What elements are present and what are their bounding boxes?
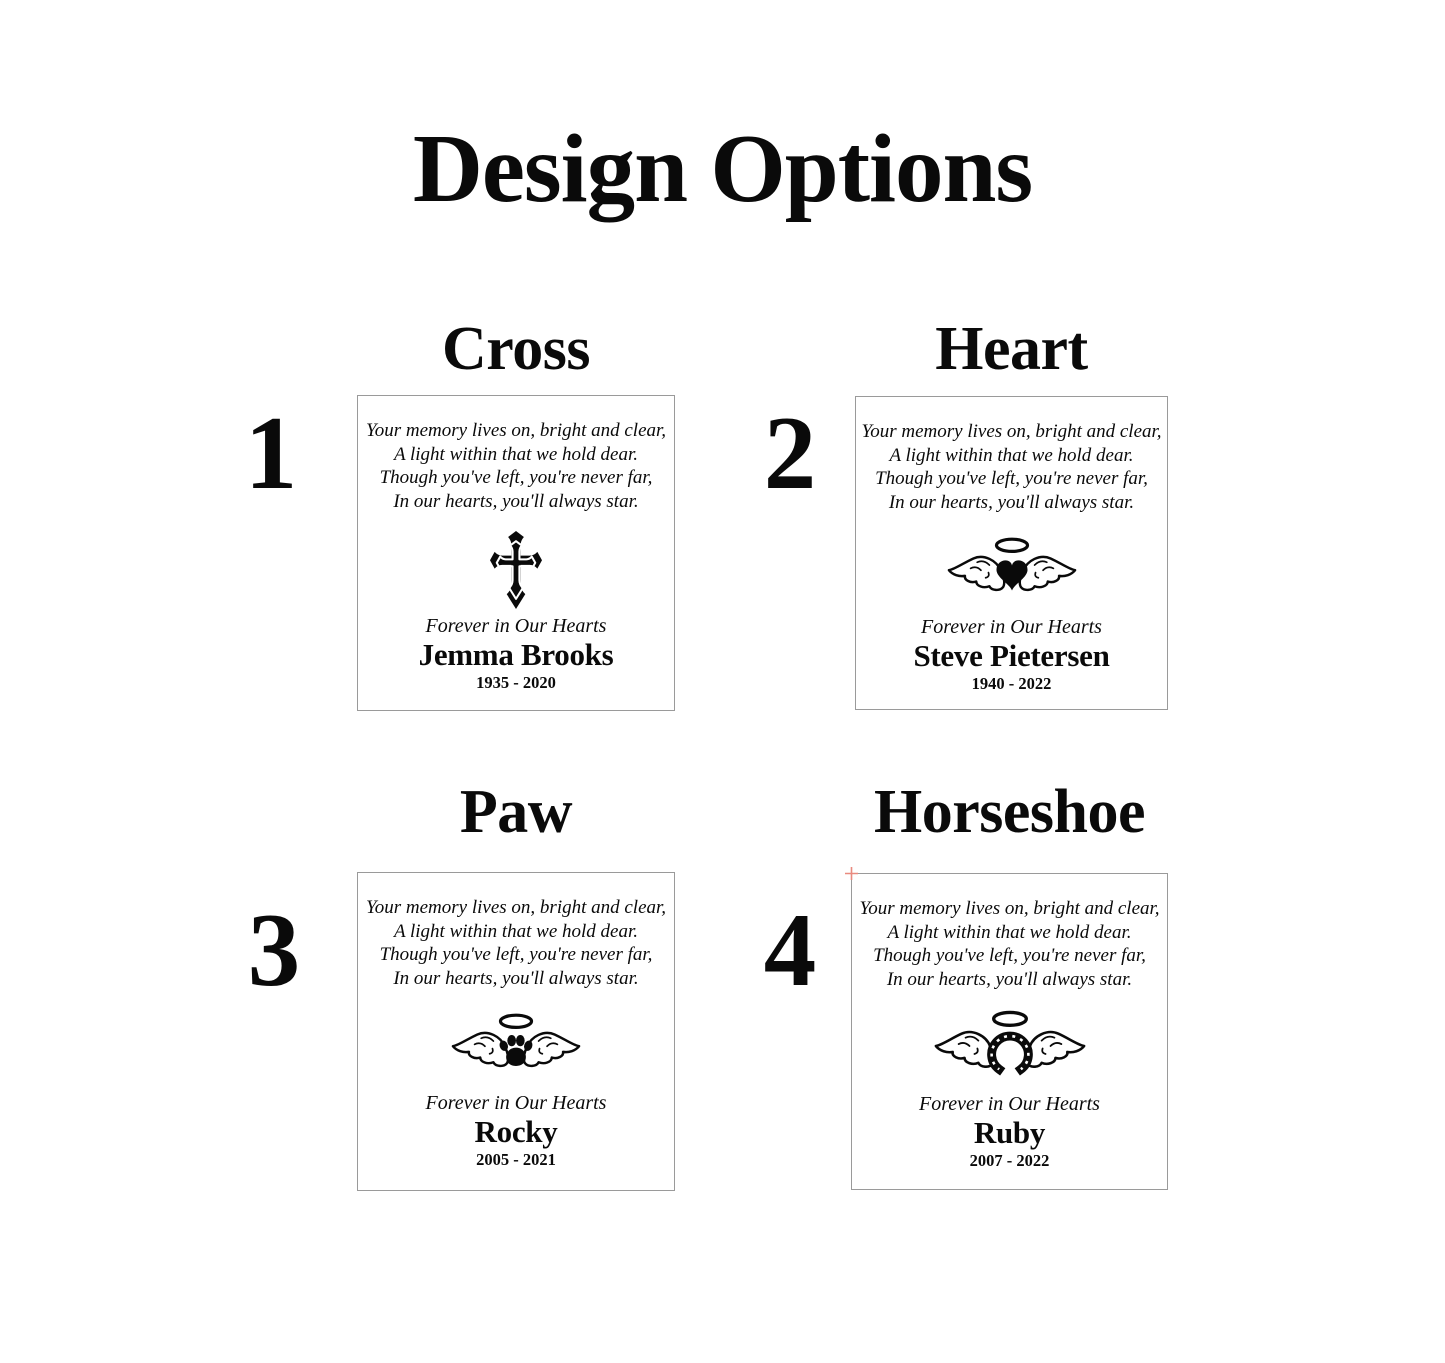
- memorial-dates: 2007 - 2022: [969, 1151, 1050, 1170]
- memorial-card-heart: [855, 396, 1168, 710]
- card-icon-area: [490, 526, 542, 614]
- forever-label: Forever in Our Hearts: [919, 1093, 1100, 1115]
- memorial-name: Steve Pietersen: [913, 638, 1110, 673]
- memorial-dates: 2005 - 2021: [476, 1150, 556, 1169]
- horseshoe-with-angel-wings-halo-icon: [926, 1008, 1094, 1087]
- heart-with-angel-wings-halo-icon: [932, 534, 1092, 607]
- option-1-heading: Cross: [442, 315, 590, 383]
- option-3-heading: Paw: [459, 778, 573, 846]
- page-title: Design Options: [412, 115, 1033, 222]
- memorial-name: Jemma Brooks: [418, 637, 614, 672]
- crosshair-marker: [845, 867, 858, 880]
- option-4-number: 4: [763, 891, 817, 1008]
- paw-with-angel-wings-halo-icon: [436, 1010, 596, 1083]
- option-2-number: 2: [763, 394, 817, 511]
- memorial-dates: 1940 - 2022: [971, 674, 1052, 693]
- option-1-number: 1: [244, 394, 298, 511]
- memorial-name: Rocky: [474, 1114, 558, 1149]
- forever-label: Forever in Our Hearts: [425, 1092, 607, 1114]
- forever-label: Forever in Our Hearts: [425, 615, 607, 637]
- option-3-number: 3: [247, 891, 301, 1008]
- option-4-heading: Horseshoe: [873, 778, 1146, 846]
- memorial-poem: Your memory lives on, bright and clear, A light within that we hold dear. Though you've left, you're never far, In our hearts, you'll always star.: [861, 421, 1162, 513]
- memorial-dates: 1935 - 2020: [476, 673, 556, 692]
- memorial-card-paw: [357, 872, 675, 1191]
- memorial-card-cross: [357, 395, 675, 711]
- option-2-heading: Heart: [935, 315, 1088, 383]
- cross-icon: [490, 531, 542, 609]
- card-icon-area: [436, 1003, 596, 1091]
- memorial-poem: Your memory lives on, bright and clear, A light within that we hold dear. Though you've left, you're never far, In our hearts, you'll always star.: [859, 898, 1160, 990]
- memorial-poem: Your memory lives on, bright and clear, A light within that we hold dear. Though you've left, you're never far, In our hearts, you'll always star.: [365, 420, 667, 512]
- forever-label: Forever in Our Hearts: [921, 616, 1102, 638]
- card-icon-area: [932, 527, 1092, 615]
- card-icon-area: [926, 1004, 1094, 1092]
- memorial-name: Ruby: [973, 1115, 1046, 1150]
- memorial-poem: Your memory lives on, bright and clear, A light within that we hold dear. Though you've left, you're never far, In our hearts, you'll always star.: [365, 897, 667, 989]
- memorial-card-horseshoe: [851, 873, 1168, 1190]
